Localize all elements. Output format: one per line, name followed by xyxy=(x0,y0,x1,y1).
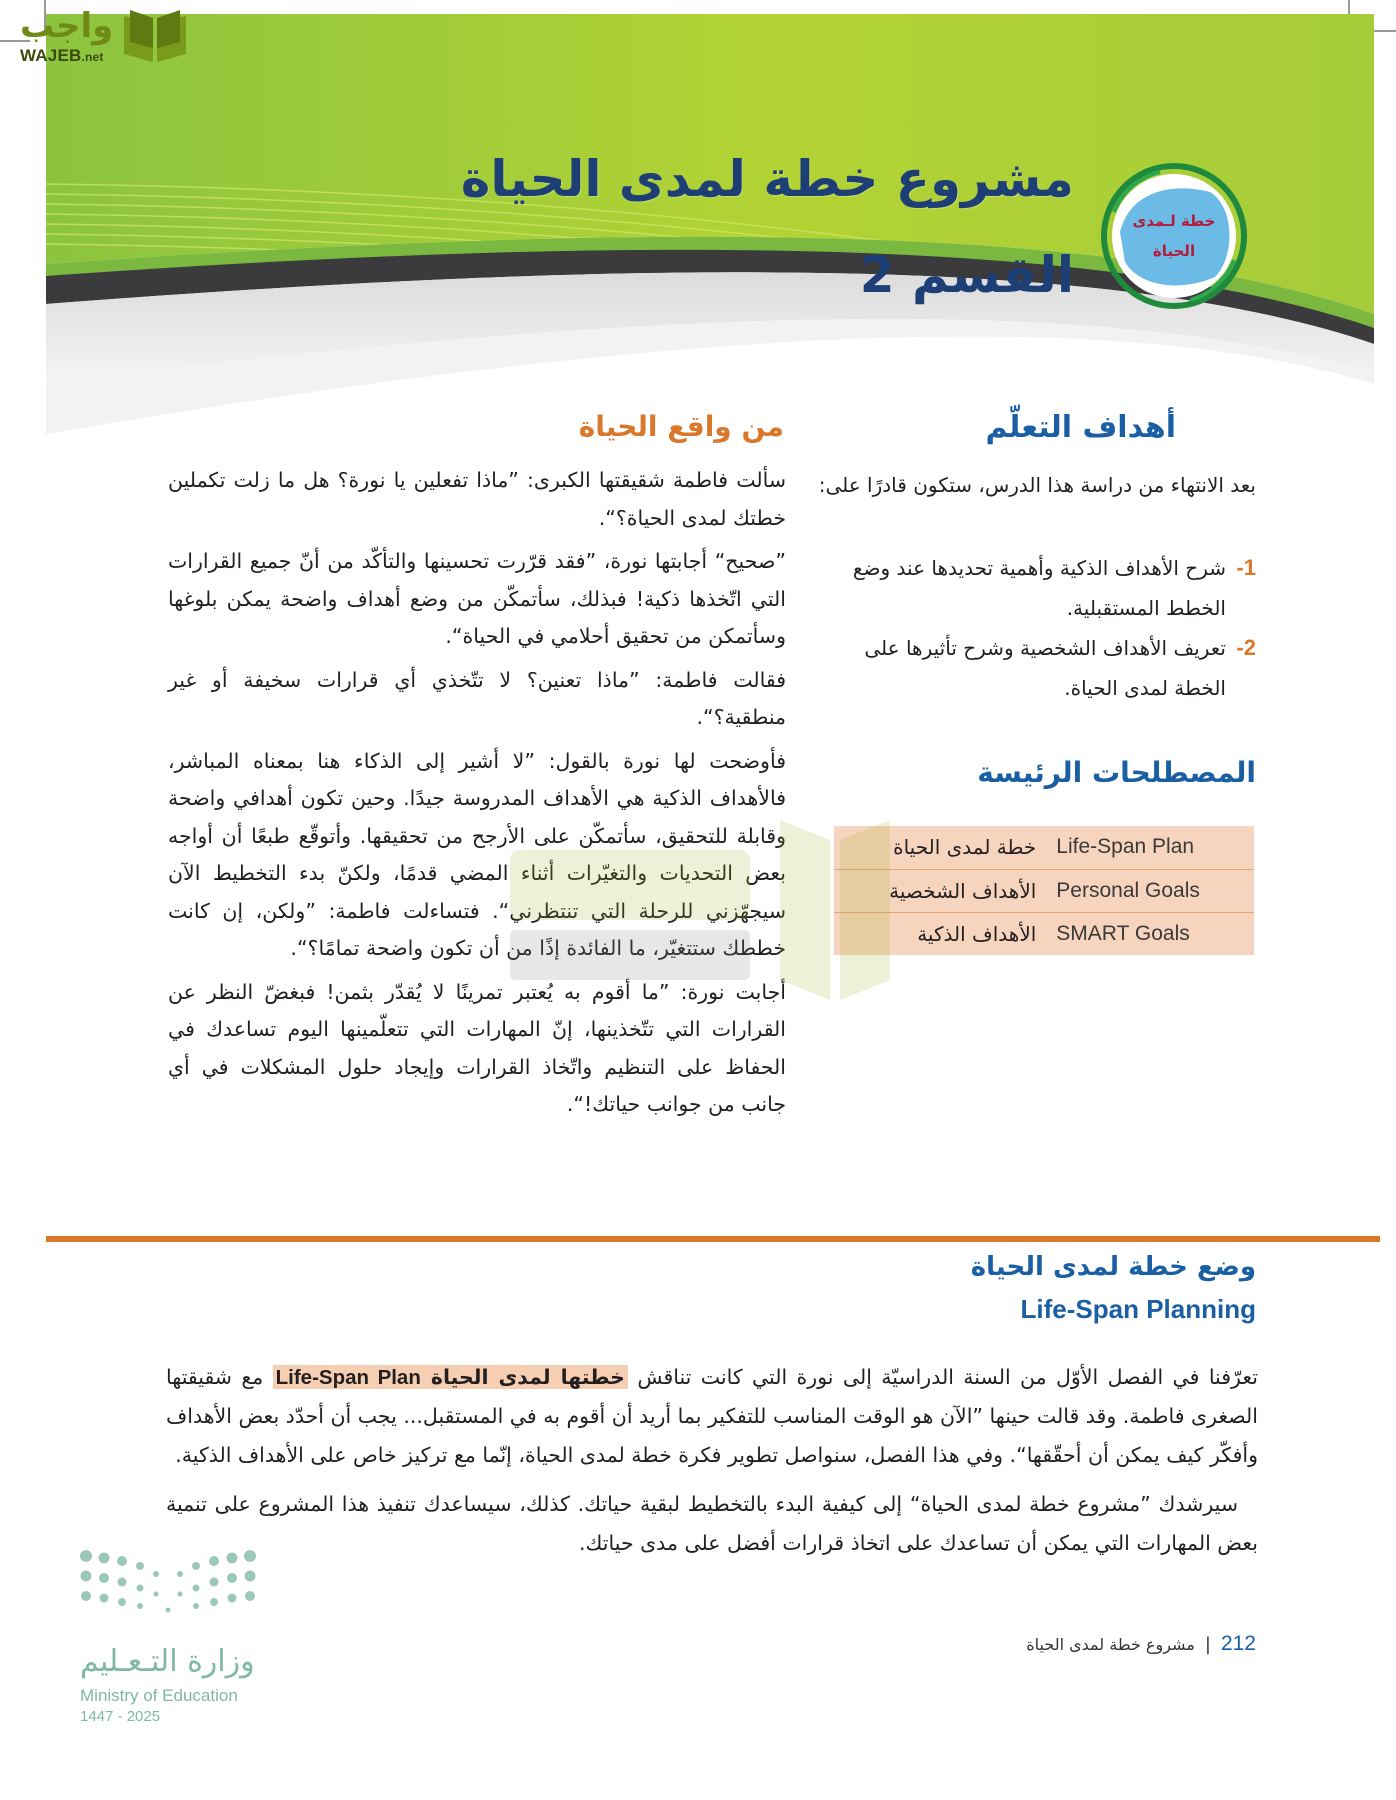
page-footer xyxy=(1026,1632,1256,1656)
highlighted-term: خطتها لمدى الحياة Life-Span Plan xyxy=(273,1365,628,1389)
term-arabic: الأهداف الشخصية xyxy=(834,869,1046,912)
story-paragraph: ”صحيح“ أجابتها نورة، ”فقد قرّرت تحسينها والتأكّد من أنّ جميع القرارات التي اتّخذها ذكية! فبذلك، سأتمكّن من وضع أهداف واضحة يمكن بلوغها وسأتمكن من تحقيق أحلامي في الحياة“. xyxy=(168,549,786,648)
ministry-name-arabic: وزارة التـعـليم xyxy=(80,1644,255,1679)
badge-label: خطة لـمدى الحياة xyxy=(1132,212,1216,260)
goal-number: 1- xyxy=(1236,555,1256,580)
key-terms-table xyxy=(834,826,1254,955)
term-english: Life-Span Plan xyxy=(1046,826,1254,869)
story-paragraph: فأوضحت لها نورة بالقول: ”لا أشير إلى الذكاء هنا بمعناه المباشر، فالأهداف الذكية هي الأهداف المدروسة جيدًا. وحين تكون أهدافي واضحة وقابلة للتحقيق، سأتمكّن على الأرجح من تحقيقها. وأتوقّع طبعًا أن أواجه بعض التحديات والتغيّرات أثناء المضي قدمًا، ولكنّ بدء التخطيط الآن سيجهّزني للرحلة التي تنتظرني“. فتساءلت فاطمة: ”ولكن، إن كانت خططك ستتغيّر، ما الفائدة إذًا من أن تكون واضحة تمامًا؟“. xyxy=(168,748,786,960)
wajeb-logo-arabic: واجب xyxy=(20,6,114,46)
term-arabic: الأهداف الذكية xyxy=(917,921,1037,946)
book-icon xyxy=(120,8,190,64)
story-paragraph: سألت فاطمة شقيقتها الكبرى: ”ماذا تفعلين يا نورة؟ هل ما زلت تكملين خطتك لمدى الحياة؟“. xyxy=(168,468,786,530)
goal-text: تعريف الأهداف الشخصية وشرح تأثيرها على الخطة لمدى الحياة. xyxy=(864,636,1226,700)
story-paragraph: أجابت نورة: ”ما أقوم به يُعتبر تمرينًا لا يُقدّر بثمن! فبغضّ النظر عن القرارات التي تتّخذينها، إنّ المهارات التي تتعلّمينها اليوم تساعدك في الحفاظ على التنظيم واتّخاذ القرارات وإيجاد حلول المشكلات في أي جانب من جوانب حياتك!“. xyxy=(168,979,786,1116)
table-row xyxy=(834,912,1254,955)
page-subtitle: القسم 2 xyxy=(859,246,1074,304)
real-life-heading: من واقع الحياة xyxy=(578,410,784,443)
goal-number: 2- xyxy=(1236,635,1256,660)
term-arabic: خطة لمدى الحياة xyxy=(834,826,1046,869)
ministry-name-english: Ministry of Education xyxy=(80,1686,238,1705)
section-heading-english: Life-Span Planning xyxy=(1020,1294,1256,1324)
table-row xyxy=(834,869,1254,912)
learning-goal-item xyxy=(816,628,1256,708)
term-english: SMART Goals xyxy=(1056,921,1190,945)
learning-goal-item xyxy=(816,548,1256,628)
section-heading-arabic: وضع خطة لمدى الحياة xyxy=(970,1252,1256,1282)
footer-separator: | xyxy=(1204,1633,1211,1655)
learning-goals-intro: بعد الانتهاء من دراسة هذا الدرس، ستكون قادرًا على: xyxy=(818,473,1256,497)
page-number: 212 xyxy=(1220,1632,1256,1655)
table-row xyxy=(834,826,1254,869)
real-life-story xyxy=(168,462,786,1130)
section-paragraph: سيرشدك ”مشروع خطة لمدى الحياة“ إلى كيفية البدء بالتخطيط لبقية حياتك. كذلك، سيساعدك تنفيذ هذا المشروع على تنمية بعض المهارات التي يمكن أن تساعدك على اتخاذ قرارات أفضل على مدى حياتك. xyxy=(166,1492,1258,1555)
page-title: مشروع خطة لمدى الحياة xyxy=(460,150,1074,208)
wajeb-logo[interactable] xyxy=(8,6,188,68)
wajeb-logo-english: WAJEB.net xyxy=(20,46,104,65)
key-terms-heading: المصطلحات الرئيسة xyxy=(977,756,1256,789)
ministry-year: 2025 - 1447 xyxy=(80,1708,161,1725)
footer-label: مشروع خطة لمدى الحياة xyxy=(1026,1634,1195,1654)
learning-goals-heading: أهداف التعلّم xyxy=(985,410,1176,445)
story-paragraph: فقالت فاطمة: ”ماذا تعنين؟ لا تتّخذي أي قرارات سخيفة أو غير منطقية؟“. xyxy=(168,667,786,729)
section-paragraph: تعرّفنا في الفصل الأوّل من السنة الدراسيّة إلى نورة التي كانت تناقش خطتها لمدى الحياة Life-Span Plan مع شقيقتها الصغرى فاطمة. وقد قالت حينها ”الآن هو الوقت المناسب للتفكير بما أريد أن أقوم به في المستقبل... يجب أن أحدّد بعض الأهداف وأفكّر كيف يمكن أن أحقّقها“. وفي هذا الفصل، سنواصل تطوير فكرة خطة لمدى الحياة، إنّما مع تركيز خاص على الأهداف الذكية. xyxy=(166,1365,1258,1467)
section-divider xyxy=(46,1236,1380,1242)
goal-text: شرح الأهداف الذكية وأهمية تحديدها عند وضع الخطط المستقبلية. xyxy=(852,556,1226,620)
term-english: Personal Goals xyxy=(1046,869,1254,912)
learning-goals-list xyxy=(816,548,1256,708)
section-body xyxy=(166,1358,1258,1563)
